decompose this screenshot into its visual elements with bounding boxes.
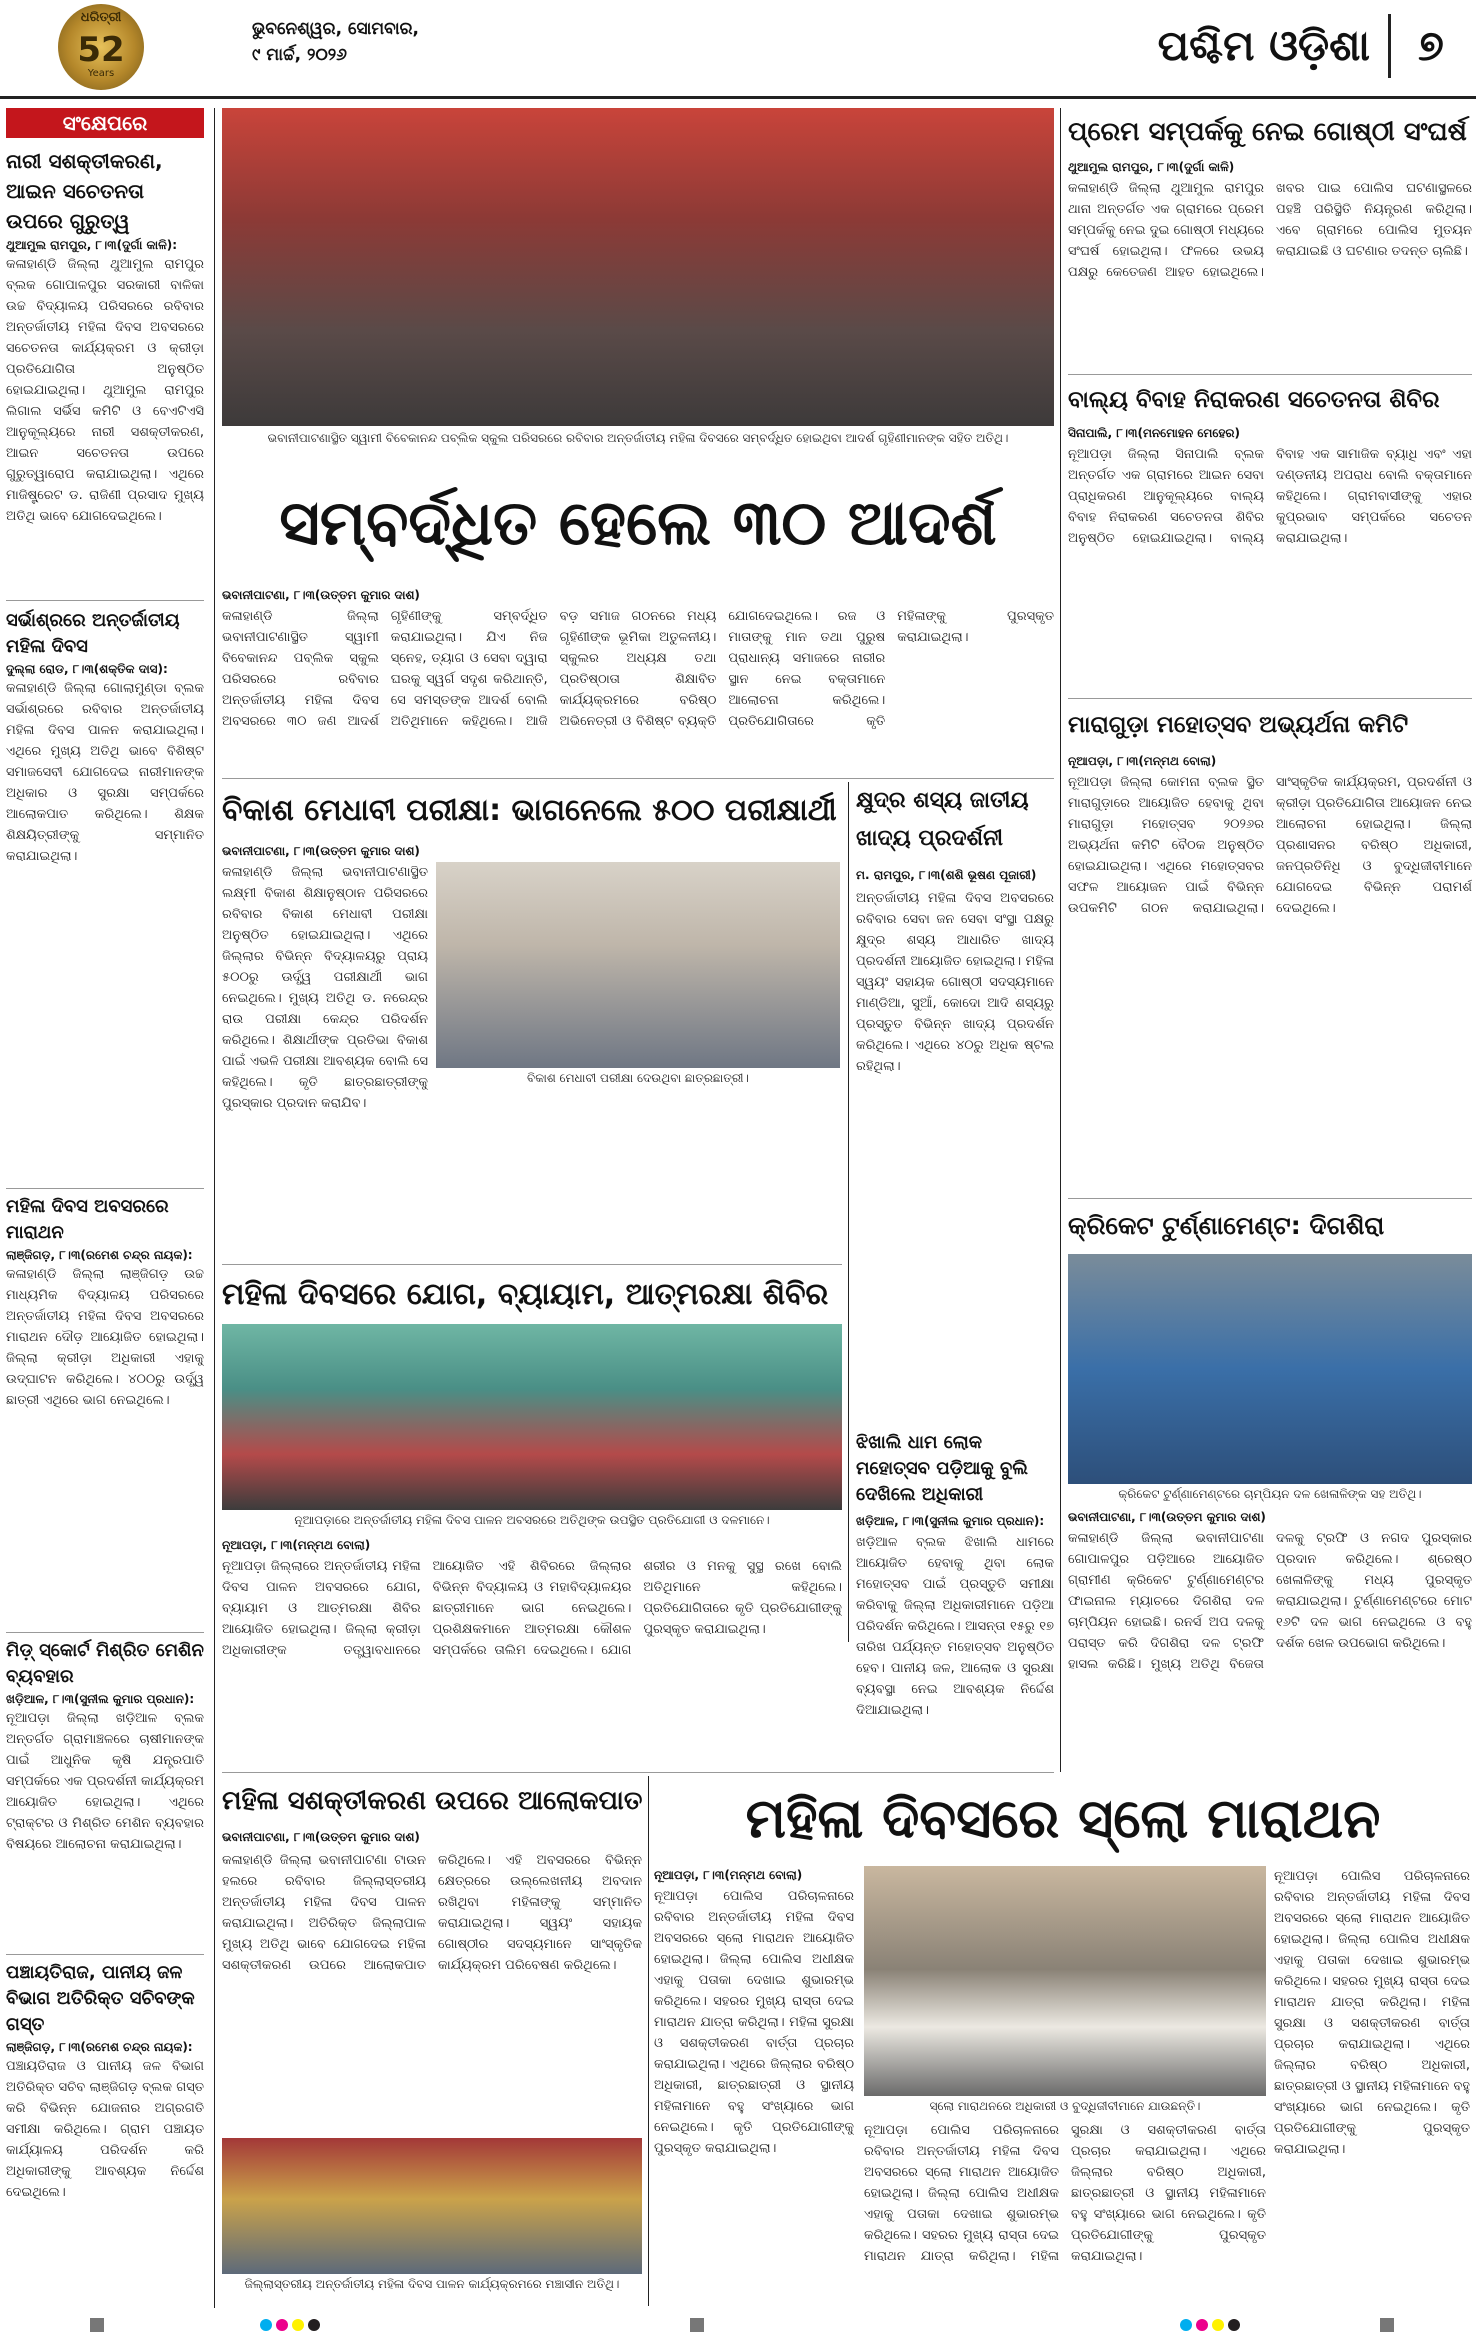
cricket-photo <box>1068 1254 1472 1484</box>
empowerment-byline: ଭବାନୀପାଟଣା, ୮।୩(ଉତ୍ତମ କୁମାର ଦାଶ) <box>222 1830 420 1844</box>
exam-headline: ବିକାଶ ମେଧାବୀ ପରୀକ୍ଷା: ଭାଗନେଲେ ୫୦୦ ପରୀକ୍ଷାର୍ଥୀ <box>222 793 837 828</box>
brief-item <box>6 146 204 596</box>
marathon-body-right: ନୂଆପଡ଼ା ପୋଲିସ ପରିଚାଳନାରେ ରବିବାର ଅନ୍ତର୍ଜାତୀୟ ମହିଳା ଦିବସ ଅବସରରେ ସ୍ଲୋ ମାରାଥନ ଆୟୋଜିତ ହୋଇଥିଲା। ଜିଲ୍ଲା ପୋଲିସ ଅଧୀକ୍ଷକ ଏହାକୁ ପତାକା ଦେଖାଇ ଶୁଭାରମ୍ଭ କରିଥିଲେ। ସହରର ମୁଖ୍ୟ ରାସ୍ତା ଦେଇ ମାରାଥନ ଯାତ୍ରା କରିଥିଲା। ମହିଳା ସୁରକ୍ଷା ଓ ସଶକ୍ତୀକରଣ ବାର୍ତ୍ତା ପ୍ରଚାର କରାଯାଇଥିଲା। ଏଥିରେ ଜିଲ୍ଲାର ବରିଷ୍ଠ ଅଧିକାରୀ, ଛାତ୍ରଛାତ୍ରୀ ଓ ସ୍ଥାନୀୟ ମହିଳାମାନେ ବହୁ ସଂଖ୍ୟାରେ ଭାଗ ନେଇଥିଲେ। କୃତି ପ୍ରତିଯୋଗୀଙ୍କୁ ପୁରସ୍କୃତ କରାଯାଇଥିଲା। <box>1274 1869 1470 2157</box>
maraguda-body: ନୂଆପଡ଼ା ଜିଲ୍ଲା କୋମନା ବ୍ଲକ ସ୍ଥିତ ମାରାଗୁଡ଼ାରେ ଆୟୋଜିତ ହେବାକୁ ଥିବା ମାରାଗୁଡ଼ା ମହୋତ୍ସବ ୨୦୨୬ର ଅଭ୍ୟର୍ଥନା କମିଟି ବୈଠକ ଅନୁଷ୍ଠିତ ହୋଇଯାଇଥିଲା। ଏଥିରେ ମହୋତ୍ସବର ସଫଳ ଆୟୋଜନ ପାଇଁ ବିଭିନ୍ନ ଉପକମିଟି ଗଠନ କରାଯାଇଥିଲା। ସାଂସ୍କୃତିକ କାର୍ଯ୍ୟକ୍ରମ, ପ୍ରଦର୍ଶନୀ ଓ କ୍ରୀଡ଼ା ପ୍ରତିଯୋଗିତା ଆୟୋଜନ ନେଇ ଆଲୋଚନା ହୋଇଥିଲା। ଜିଲ୍ଲା ପ୍ରଶାସନର ବରିଷ୍ଠ ଅଧିକାରୀ, ଜନପ୍ରତିନିଧି ଓ ବୁଦ୍ଧିଜୀବୀମାନେ ଯୋଗଦେଇ ବିଭିନ୍ନ ପରାମର୍ଶ ଦେଇଥିଲେ। <box>1068 775 1472 916</box>
brief-label: ସଂକ୍ଷେପରେ <box>6 108 204 138</box>
brief-item <box>6 1960 204 2308</box>
lead-body: କଳାହାଣ୍ଡି ଜିଲ୍ଲା ଭବାନୀପାଟଣାସ୍ଥିତ ସ୍ୱାମୀ ବିବେକାନନ୍ଦ ପବ୍ଲିକ ସ୍କୁଲ ପରିସରରେ ରବିବାର ଅନ୍ତର୍ଜାତୀୟ ମହିଳା ଦିବସ ଅବସରରେ ୩୦ ଜଣ ଆଦର୍ଶ ଗୃହିଣୀଙ୍କୁ ସମ୍ବର୍ଦ୍ଧିତ କରାଯାଇଥିଲା। ଯିଏ ନିଜ ସ୍ନେହ, ତ୍ୟାଗ ଓ ସେବା ଦ୍ୱାରା ଘରକୁ ସ୍ୱର୍ଗ ସଦୃଶ କରିଥାନ୍ତି, ସେ ସମସ୍ତଙ୍କ ଆଦର୍ଶ ବୋଲି ଅତିଥିମାନେ କହିଥିଲେ। ଆଜି ବଡ଼ ସମାଜ ଗଠନରେ ମଧ୍ୟ ଗୃହିଣୀଙ୍କ ଭୂମିକା ଅତୁଳନୀୟ। ସ୍କୁଲର ଅଧ୍ୟକ୍ଷ ତଥା ପ୍ରତିଷ୍ଠାତା ଶିକ୍ଷାବିତ କାର୍ଯ୍ୟକ୍ରମରେ ବରିଷ୍ଠ ଅଭିନେତ୍ରୀ ଓ ବିଶିଷ୍ଟ ବ୍ୟକ୍ତି ଯୋଗଦେଇଥିଲେ। ରଜ ଓ ମାତାଙ୍କୁ ମାନ ତଥା ପୁରୁଷ ପ୍ରାଧାନ୍ୟ ସମାଜରେ ନାରୀର ସ୍ଥାନ ନେଇ ବକ୍ତାମାନେ ଆଲୋଚନା କରିଥିଲେ। ପ୍ରତିଯୋଗିତାରେ କୃତି ମହିଳାଙ୍କୁ ପୁରସ୍କୃତ କରାଯାଇଥିଲା। <box>222 609 1054 729</box>
festival-body: ଖଡ଼ିଆଳ ବ୍ଲକ ଝିଖାଲି ଧାମରେ ଆୟୋଜିତ ହେବାକୁ ଥିବା ଲୋକ ମହୋତ୍ସବ ପାଇଁ ପ୍ରସ୍ତୁତି ସମୀକ୍ଷା କରିବାକୁ ଜିଲ୍ଲା ଅଧିକାରୀମାନେ ପଡ଼ିଆ ପରିଦର୍ଶନ କରିଥିଲେ। ଆସନ୍ତା ୧୫ରୁ ୧୭ ତାରିଖ ପର୍ଯ୍ୟନ୍ତ ମହୋତ୍ସବ ଅନୁଷ୍ଠିତ ହେବ। ପାନୀୟ ଜଳ, ଆଲୋକ ଓ ସୁରକ୍ଷା ବ୍ୟବସ୍ଥା ନେଇ ଆବଶ୍ୟକ ନିର୍ଦ୍ଦେଶ ଦିଆଯାଇଥିଲା। <box>856 1535 1054 1718</box>
brief-item <box>6 608 204 1268</box>
festival-byline: ଖଡ଼ିଆଳ, ୮।୩(ସୁନୀଲ କୁମାର ପ୍ରଧାନ): <box>856 1514 1045 1528</box>
brief-byline: ଖଡ଼ିଆଳ, ୮।୩(ସୁନୀଲ କୁମାର ପ୍ରଧାନ): <box>6 1692 195 1706</box>
registration-dots <box>260 2319 330 2331</box>
logo-number: 52 <box>77 30 125 70</box>
exam-body: କଳାହାଣ୍ଡି ଜିଲ୍ଲା ଭବାନୀପାଟଣାସ୍ଥିତ ଲକ୍ଷ୍ମୀ ବିକାଶ ଶିକ୍ଷାନୁଷ୍ଠାନ ପରିସରରେ ରବିବାର ବିକାଶ ମେଧାବୀ ପରୀକ୍ଷା ଅନୁଷ୍ଠିତ ହୋଇଯାଇଥିଲା। ଏଥିରେ ଜିଲ୍ଲାର ବିଭିନ୍ନ ବିଦ୍ୟାଳୟରୁ ପ୍ରାୟ ୫୦୦ରୁ ଊର୍ଦ୍ଧ୍ୱ ପରୀକ୍ଷାର୍ଥୀ ଭାଗ ନେଇଥିଲେ। ମୁଖ୍ୟ ଅତିଥି ଡ. ନରେନ୍ଦ୍ର ରାଉ ପରୀକ୍ଷା କେନ୍ଦ୍ର ପରିଦର୍ଶନ କରିଥିଲେ। ଶିକ୍ଷାର୍ଥୀଙ୍କ ପ୍ରତିଭା ବିକାଶ ପାଇଁ ଏଭଳି ପରୀକ୍ଷା ଆବଶ୍ୟକ ବୋଲି ସେ କହିଥିଲେ। କୃତି ଛାତ୍ରଛାତ୍ରୀଙ୍କୁ ପୁରସ୍କାର ପ୍ରଦାନ କରାଯିବ। <box>222 865 428 1111</box>
yellow-dot-icon <box>1212 2319 1224 2331</box>
page-number: ୭ <box>1418 21 1444 70</box>
brief-body: କଳାହାଣ୍ଡି ଜିଲ୍ଲା ଲାଞ୍ଜିଗଡ଼ ଉଚ୍ଚ ମାଧ୍ୟମିକ ବିଦ୍ୟାଳୟ ପରିସରରେ ଅନ୍ତର୍ଜାତୀୟ ମହିଳା ଦିବସ ଅବସରରେ ମାରାଥନ ଦୌଡ଼ ଆୟୋଜିତ ହୋଇଥିଲା। ଜିଲ୍ଲା କ୍ରୀଡ଼ା ଅଧିକାରୀ ଏହାକୁ ଉଦ୍‌ଘାଟନ କରିଥିଲେ। ୪୦୦ରୁ ଉର୍ଦ୍ଧ୍ୱ ଛାତ୍ରୀ ଏଥିରେ ଭାଗ ନେଇଥିଲେ। <box>6 1267 204 1408</box>
brief-body: ପଞ୍ଚାୟତିରାଜ ଓ ପାନୀୟ ଜଳ ବିଭାଗ ଅତିରିକ୍ତ ସଚିବ ଲାଞ୍ଜିଗଡ଼ ବ୍ଲକ ଗସ୍ତ କରି ବିଭିନ୍ନ ଯୋଜନାର ଅଗ୍ରଗତି ସମୀକ୍ଷା କରିଥିଲେ। ଗ୍ରାମ ପଞ୍ଚାୟତ କାର୍ଯ୍ୟାଳୟ ପରିଦର୍ଶନ କରି ଅଧିକାରୀଙ୍କୁ ଆବଶ୍ୟକ ନିର୍ଦ୍ଦେଶ ଦେଇଥିଲେ। <box>6 2059 204 2200</box>
registration-bar <box>1380 2318 1394 2332</box>
brief-item <box>6 1194 204 1614</box>
love-headline: ପ୍ରେମ ସମ୍ପର୍କକୁ ନେଇ ଗୋଷ୍ଠୀ ସଂଘର୍ଷ <box>1068 117 1467 147</box>
masthead <box>0 0 1476 100</box>
brief-divider <box>6 1188 204 1189</box>
love-body: କଳାହାଣ୍ଡି ଜିଲ୍ଲା ଥୁଆମୁଲ ରାମପୁର ଥାନା ଅନ୍ତର୍ଗତ ଏକ ଗ୍ରାମରେ ପ୍ରେମ ସମ୍ପର୍କକୁ ନେଇ ଦୁଇ ଗୋଷ୍ଠୀ ମଧ୍ୟରେ ସଂଘର୍ଷ ହୋଇଥିଲା। ଫଳରେ ଉଭୟ ପକ୍ଷରୁ କେତେଜଣ ଆହତ ହୋଇଥିଲେ। ଖବର ପାଇ ପୋଲିସ ଘଟଣାସ୍ଥଳରେ ପହଞ୍ଚି ପରିସ୍ଥିତି ନିୟନ୍ତ୍ରଣ କରିଥିଲା। ଏବେ ଗ୍ରାମରେ ପୋଲିସ ମୁତୟନ କରାଯାଇଛି ଓ ଘଟଣାର ତଦନ୍ତ ଚାଲିଛି। <box>1068 181 1472 280</box>
marathon-headline: ମହିଳା ଦିବସରେ ସ୍ଲୋ ମାରାଥନ <box>745 1787 1381 1850</box>
brief-divider <box>6 600 204 601</box>
festival-headline: ଝିଖାଲି ଧାମ ଲୋକ ମହୋତ୍ସବ ପଡ଼ିଆକୁ ବୁଲି ଦେଖିଲେ ଅଧିକାରୀ <box>856 1432 1028 1505</box>
right-divider <box>1068 374 1472 375</box>
section-title: ପଶ୍ଚିମ ଓଡ଼ିଶା <box>1157 21 1370 70</box>
cricket-body: କଳାହାଣ୍ଡି ଜିଲ୍ଲା ଭବାନୀପାଟଣା ଗୋପାଳପୁର ପଡ଼ିଆରେ ଆୟୋଜିତ ଗ୍ରାମୀଣ କ୍ରିକେଟ ଟୁର୍ଣ୍ଣାମେଣ୍ଟର ଫାଇନାଲ ମ୍ୟାଚରେ ଦିଗଶିରା ଦଳ ଚାମ୍ପିୟନ ହୋଇଛି। ରନର୍ସ ଅପ ଦଳକୁ ପରାସ୍ତ କରି ଦିଗଶିରା ଦଳ ଟ୍ରଫି ହାସଲ କରିଛି। ମୁଖ୍ୟ ଅତିଥି ବିଜେତା ଦଳକୁ ଟ୍ରଫି ଓ ନଗଦ ପୁରସ୍କାର ପ୍ରଦାନ କରିଥିଲେ। ଶ୍ରେଷ୍ଠ ଖେଳାଳିଙ୍କୁ ମଧ୍ୟ ପୁରସ୍କୃତ କରାଯାଇଥିଲା। ଟୁର୍ଣ୍ଣାମେଣ୍ଟରେ ମୋଟ ୧୬ଟି ଦଳ ଭାଗ ନେଇଥିଲେ ଓ ବହୁ ଦର୍ଶକ ଖେଳ ଉପଭୋଗ କରିଥିଲେ। <box>1068 1531 1472 1672</box>
registration-dots <box>1180 2319 1250 2331</box>
dateline <box>252 16 472 76</box>
black-dot-icon <box>308 2319 320 2331</box>
logo-text: ଧରିତ୍ରୀ <box>80 10 122 25</box>
cricket-headline: କ୍ରିକେଟ ଟୁର୍ଣ୍ଣାମେଣ୍ଟ: ଦିଗଶିରା <box>1068 1211 1385 1240</box>
yoga-headline: ମହିଳା ଦିବସରେ ଯୋଗ, ବ୍ୟାୟାମ, ଆତ୍ମରକ୍ଷା ଶିବିର <box>222 1277 829 1312</box>
brief-byline: ଲାଞ୍ଜିଗଡ଼, ୮।୩(ରମେଶ ଚନ୍ଦ୍ର ନାୟକ): <box>6 1248 193 1262</box>
brief-byline: ଦୁଲ୍ଲା ରୋଡ, ୮।୩(ଶକ୍ତିକ ଦାସ): <box>6 662 168 676</box>
logo-sub: Years <box>87 68 115 79</box>
header-divider <box>1388 14 1391 78</box>
cricket-photo-caption: କ୍ରିକେଟ ଟୁର୍ଣ୍ଣାମେଣ୍ଟରେ ଚାମ୍ପିୟନ ଦଳ ଖେଳାଳିଙ୍କ ସହ ଅତିଥି। <box>1118 1487 1422 1501</box>
registration-bar <box>90 2318 104 2332</box>
brief-headline: ନାରୀ ସଶକ୍ତୀକରଣ, ଆଇନ ସଚେତନତା ଉପରେ ଗୁରୁତ୍ୱ <box>6 149 163 233</box>
exam-photo-caption: ବିକାଶ ମେଧାବୀ ପରୀକ୍ଷା ଦେଉଥିବା ଛାତ୍ରଛାତ୍ରୀ। <box>527 1071 749 1085</box>
brief-column <box>0 108 212 2308</box>
brief-headline: ପଞ୍ଚାୟତିରାଜ, ପାନୀୟ ଜଳ ବିଭାଗ ଅତିରିକ୍ତ ସଚିବଙ୍କ ଗସ୍ତ <box>6 1962 195 2035</box>
lead-byline: ଭବାନୀପାଟଣା, ୮।୩(ଉତ୍ତମ କୁମାର ଦାଶ) <box>222 588 420 602</box>
column-rule <box>848 782 849 1642</box>
brief-byline: ଲାଞ୍ଜିଗଡ଼, ୮।୩(ରମେଶ ଚନ୍ଦ୍ର ନାୟକ): <box>6 2040 193 2054</box>
child-marriage-body: ନୂଆପଡ଼ା ଜିଲ୍ଲା ସିନାପାଲି ବ୍ଲକ ଅନ୍ତର୍ଗତ ଏକ ଗ୍ରାମରେ ଆଇନ ସେବା ପ୍ରାଧିକରଣ ଆନୁକୂଲ୍ୟରେ ବାଲ୍ୟ ବିବାହ ନିରାକରଣ ସଚେତନତା ଶିବିର ଅନୁଷ୍ଠିତ ହୋଇଯାଇଥିଲା। ବାଲ୍ୟ ବିବାହ ଏକ ସାମାଜିକ ବ୍ୟାଧି ଏବଂ ଏହା ଦଣ୍ଡନୀୟ ଅପରାଧ ବୋଲି ବକ୍ତାମାନେ କହିଥିଲେ। ଗ୍ରାମବାସୀଙ୍କୁ ଏହାର କୁପ୍ରଭାବ ସମ୍ପର୍କରେ ସଚେତନ କରାଯାଇଥିଲା। <box>1068 447 1472 546</box>
empowerment-body: କଳାହାଣ୍ଡି ଜିଲ୍ଲା ଭବାନୀପାଟଣା ଟାଉନ ହଲରେ ରବିବାର ଜିଲ୍ଲାସ୍ତରୀୟ ଅନ୍ତର୍ଜାତୀୟ ମହିଳା ଦିବସ ପାଳନ କରାଯାଇଥିଲା। ଅତିରିକ୍ତ ଜିଲ୍ଲାପାଳ ମୁଖ୍ୟ ଅତିଥି ଭାବେ ଯୋଗଦେଇ ମହିଳା ସଶକ୍ତୀକରଣ ଉପରେ ଆଲୋକପାତ କରିଥିଲେ। ଏହି ଅବସରରେ ବିଭିନ୍ନ କ୍ଷେତ୍ରରେ ଉଲ୍ଲେଖନୀୟ ଅବଦାନ ରଖିଥିବା ମହିଳାଙ୍କୁ ସମ୍ମାନିତ କରାଯାଇଥିଲା। ସ୍ୱୟଂ ସହାୟକ ଗୋଷ୍ଠୀର ସଦସ୍ୟମାନେ ସାଂସ୍କୃତିକ କାର୍ଯ୍ୟକ୍ରମ ପରିବେଷଣ କରିଥିଲେ। <box>222 1853 642 1973</box>
brief-headline: ସର୍ଭାଶ୍ରରେ ଅନ୍ତର୍ଜାତୀୟ ମହିଳା ଦିବସ <box>6 610 180 657</box>
millet-byline: ମ. ରାମପୁର, ୮।୩(ଶଶି ଭୂଷଣ ପୂଜାରୀ) <box>856 868 1037 882</box>
lead-photo-caption: ଭବାନୀପାଟଣାସ୍ଥିତ ସ୍ୱାମୀ ବିବେକାନନ୍ଦ ପବ୍ଲିକ ସ୍କୁଲ ପରିସରରେ ରବିବାର ଅନ୍ତର୍ଜାତୀୟ ମହିଳା ଦିବସରେ ସମ୍ବର୍ଦ୍ଧିତ ହୋଇଥିବା ଆଦର୍ଶ ଗୃହିଣୀମାନଙ୍କ ସହିତ ଅତିଥି। <box>267 431 1009 445</box>
yoga-photo-caption: ନୂଆପଡ଼ାରେ ଅନ୍ତର୍ଜାତୀୟ ମହିଳା ଦିବସ ପାଳନ ଅବସରରେ ଅତିଥିଙ୍କ ଉପସ୍ଥିତ ପ୍ରତିଯୋଗୀ ଓ ଦଳମାନେ। <box>294 1513 770 1527</box>
right-divider <box>1068 1198 1472 1199</box>
yoga-photo <box>222 1324 842 1510</box>
anniversary-logo <box>14 4 184 90</box>
brief-divider <box>6 1954 204 1955</box>
exam-divider <box>222 1264 842 1265</box>
black-dot-icon <box>1228 2319 1240 2331</box>
lead-divider <box>222 778 1054 779</box>
child-marriage-byline: ସିନାପାଲି, ୮।୩(ମନମୋହନ ମେହେର) <box>1068 426 1240 440</box>
empowerment-photo <box>222 2138 642 2274</box>
registration-marks <box>0 2314 1476 2336</box>
brief-byline: ଥୁଆମୁଲ ରାମପୁର, ୮।୩(ଦୁର୍ଗା କାଳି): <box>6 238 178 252</box>
exam-byline: ଭବାନୀପାଟଣା, ୮।୩(ଉତ୍ତମ କୁମାର ଦାଶ) <box>222 844 420 858</box>
cyan-dot-icon <box>1180 2319 1192 2331</box>
child-marriage-headline: ବାଲ୍ୟ ବିବାହ ନିରାକରଣ ସଚେତନତା ଶିବିର <box>1068 387 1440 413</box>
column-rule <box>648 1776 649 2306</box>
yoga-byline: ନୂଆପଡ଼ା, ୮।୩(ମନ୍ମଥ ବୋଲା) <box>222 1538 371 1552</box>
column-rule <box>1060 108 1061 1772</box>
brief-headline: ମହିଳା ଦିବସ ଅବସରରେ ମାରାଥନ <box>6 1196 169 1243</box>
empowerment-photo-caption: ଜିଲ୍ଲାସ୍ତରୀୟ ଅନ୍ତର୍ଜାତୀୟ ମହିଳା ଦିବସ ପାଳନ କାର୍ଯ୍ୟକ୍ରମରେ ମଞ୍ଚାସୀନ ଅତିଥି। <box>244 2277 620 2291</box>
magenta-dot-icon <box>1196 2319 1208 2331</box>
dateline-city: ଭୁବନେଶ୍ୱର, ସୋମବାର, <box>252 19 419 39</box>
marathon-body-bottom: ନୂଆପଡ଼ା ପୋଲିସ ପରିଚାଳନାରେ ରବିବାର ଅନ୍ତର୍ଜାତୀୟ ମହିଳା ଦିବସ ଅବସରରେ ସ୍ଲୋ ମାରାଥନ ଆୟୋଜିତ ହୋଇଥିଲା। ଜିଲ୍ଲା ପୋଲିସ ଅଧୀକ୍ଷକ ଏହାକୁ ପତାକା ଦେଖାଇ ଶୁଭାରମ୍ଭ କରିଥିଲେ। ସହରର ମୁଖ୍ୟ ରାସ୍ତା ଦେଇ ମାରାଥନ ଯାତ୍ରା କରିଥିଲା। ମହିଳା ସୁରକ୍ଷା ଓ ସଶକ୍ତୀକରଣ ବାର୍ତ୍ତା ପ୍ରଚାର କରାଯାଇଥିଲା। ଏଥିରେ ଜିଲ୍ଲାର ବରିଷ୍ଠ ଅଧିକାରୀ, ଛାତ୍ରଛାତ୍ରୀ ଓ ସ୍ଥାନୀୟ ମହିଳାମାନେ ବହୁ ସଂଖ୍ୟାରେ ଭାଗ ନେଇଥିଲେ। କୃତି ପ୍ରତିଯୋଗୀଙ୍କୁ ପୁରସ୍କୃତ କରାଯାଇଥିଲା। <box>864 2123 1266 2264</box>
magenta-dot-icon <box>276 2319 288 2331</box>
brief-headline: ମିଡ଼୍‌ ସ୍କୋର୍ଟ ମିଶ୍ରିତ ମେଶିନ ବ୍ୟବହାର <box>6 1640 204 1687</box>
brief-body: କଳାହାଣ୍ଡି ଜିଲ୍ଲା ଗୋଲାମୁଣ୍ଡା ବ୍ଲକ ସର୍ଭାଶ୍ରରେ ରବିବାର ଅନ୍ତର୍ଜାତୀୟ ମହିଳା ଦିବସ ପାଳନ କରାଯାଇଥିଲା। ଏଥିରେ ମୁଖ୍ୟ ଅତିଥି ଭାବେ ବିଶିଷ୍ଟ ସମାଜସେବୀ ଯୋଗଦେଇ ନାରୀମାନଙ୍କ ଅଧିକାର ଓ ସୁରକ୍ଷା ସମ୍ପର୍କରେ ଆଲୋକପାତ କରିଥିଲେ। ଶିକ୍ଷକ ଶିକ୍ଷୟିତ୍ରୀଙ୍କୁ ସମ୍ମାନିତ କରାଯାଇଥିଲା। <box>6 681 204 864</box>
maraguda-headline: ମାରାଗୁଡ଼ା ମହୋତ୍ସବ ଅଭ୍ୟର୍ଥନା କମିଟି <box>1068 712 1409 738</box>
yellow-dot-icon <box>292 2319 304 2331</box>
millet-headline: କ୍ଷୁଦ୍ର ଶସ୍ୟ ଜାତୀୟ ଖାଦ୍ୟ ପ୍ରଦର୍ଶନୀ <box>856 788 1029 851</box>
yoga-body: ନୂଆପଡ଼ା ଜିଲ୍ଲାରେ ଅନ୍ତର୍ଜାତୀୟ ମହିଳା ଦିବସ ପାଳନ ଅବସରରେ ଯୋଗ, ବ୍ୟାୟାମ ଓ ଆତ୍ମରକ୍ଷା ଶିବିର ଆୟୋଜିତ ହୋଇଥିଲା। ଜିଲ୍ଲା କ୍ରୀଡ଼ା ଅଧିକାରୀଙ୍କ ତତ୍ତ୍ୱାବଧାନରେ ଆୟୋଜିତ ଏହି ଶିବିରରେ ଜିଲ୍ଲାର ବିଭିନ୍ନ ବିଦ୍ୟାଳୟ ଓ ମହାବିଦ୍ୟାଳୟର ଛାତ୍ରୀମାନେ ଭାଗ ନେଇଥିଲେ। ପ୍ରଶିକ୍ଷକମାନେ ଆତ୍ମରକ୍ଷା କୌଶଳ ସମ୍ପର୍କରେ ତାଲିମ ଦେଇଥିଲେ। ଯୋଗ ଶରୀର ଓ ମନକୁ ସୁସ୍ଥ ରଖେ ବୋଲି ଅତିଥିମାନେ କହିଥିଲେ। ପ୍ରତିଯୋଗିତାରେ କୃତି ପ୍ରତିଯୋଗୀଙ୍କୁ ପୁରସ୍କୃତ କରାଯାଇଥିଲା। <box>222 1559 842 1658</box>
lead-headline: ସମ୍ବର୍ଦ୍ଧିତ ହେଲେ ୩୦ ଆଦର୍ଶ <box>279 486 997 559</box>
cyan-dot-icon <box>260 2319 272 2331</box>
lead-photo <box>222 108 1054 426</box>
love-byline: ଥୁଆମୁଲ ରାମପୁର, ୮।୩(ଦୁର୍ଗା କାଳି) <box>1068 160 1235 174</box>
millet-body: ଅନ୍ତର୍ଜାତୀୟ ମହିଳା ଦିବସ ଅବସରରେ ରବିବାର ସେବା ଜନ ସେବା ସଂସ୍ଥା ପକ୍ଷରୁ କ୍ଷୁଦ୍ର ଶସ୍ୟ ଆଧାରିତ ଖାଦ୍ୟ ପ୍ରଦର୍ଶନୀ ଆୟୋଜିତ ହୋଇଥିଲା। ମହିଳା ସ୍ୱୟଂ ସହାୟକ ଗୋଷ୍ଠୀ ସଦସ୍ୟମାନେ ମାଣ୍ଡିଆ, ସୁଆଁ, କୋଦୋ ଆଦି ଶସ୍ୟରୁ ପ୍ରସ୍ତୁତ ବିଭିନ୍ନ ଖାଦ୍ୟ ପ୍ରଦର୍ଶନ କରିଥିଲେ। ଏଥିରେ ୪୦ରୁ ଅଧିକ ଷ୍ଟଲ ରହିଥିଲା। <box>856 891 1054 1074</box>
marathon-body-left: ନୂଆପଡ଼ା ପୋଲିସ ପରିଚାଳନାରେ ରବିବାର ଅନ୍ତର୍ଜାତୀୟ ମହିଳା ଦିବସ ଅବସରରେ ସ୍ଲୋ ମାରାଥନ ଆୟୋଜିତ ହୋଇଥିଲା। ଜିଲ୍ଲା ପୋଲିସ ଅଧୀକ୍ଷକ ଏହାକୁ ପତାକା ଦେଖାଇ ଶୁଭାରମ୍ଭ କରିଥିଲେ। ସହରର ମୁଖ୍ୟ ରାସ୍ତା ଦେଇ ମାରାଥନ ଯାତ୍ରା କରିଥିଲା। ମହିଳା ସୁରକ୍ଷା ଓ ସଶକ୍ତୀକରଣ ବାର୍ତ୍ତା ପ୍ରଚାର କରାଯାଇଥିଲା। ଏଥିରେ ଜିଲ୍ଲାର ବରିଷ୍ଠ ଅଧିକାରୀ, ଛାତ୍ରଛାତ୍ରୀ ଓ ସ୍ଥାନୀୟ ମହିଳାମାନେ ବହୁ ସଂଖ୍ୟାରେ ଭାଗ ନେଇଥିଲେ। କୃତି ପ୍ରତିଯୋଗୀଙ୍କୁ ପୁରସ୍କୃତ କରାଯାଇଥିଲା। <box>654 1889 854 2156</box>
brief-body: କଳାହାଣ୍ଡି ଜିଲ୍ଲା ଥୁଆମୁଲ ରାମପୁର ବ୍ଲକ ଗୋପାଳପୁର ସରକାରୀ ବାଳିକା ଉଚ୍ଚ ବିଦ୍ୟାଳୟ ପରିସରରେ ରବିବାର ଅନ୍ତର୍ଜାତୀୟ ମହିଳା ଦିବସ ଅବସରରେ ସଚେତନତା କାର୍ଯ୍ୟକ୍ରମ ଓ କ୍ରୀଡ଼ା ପ୍ରତିଯୋଗିତା ଅନୁଷ୍ଠିତ ହୋଇଯାଇଥିଲା। ଥୁଆମୁଲ ରାମପୁର ଲିଗାଲ ସର୍ଭିସ କମିଟି ଓ ବେଏଟିଏସି ଆନୁକୂଲ୍ୟରେ ନାରୀ ସଶକ୍ତୀକରଣ, ଆଇନ ସଚେତନତା ଉପରେ ଗୁରୁତ୍ୱାରୋପ କରାଯାଇଥିଲା। ଏଥିରେ ମାଜିଷ୍ଟ୍ରେଟ ଡ. ରାଜିଣୀ ପ୍ରସାଦ ମୁଖ୍ୟ ଅତିଥି ଭାବେ ଯୋଗଦେଇଥିଲେ। <box>6 257 204 524</box>
marathon-byline: ନୂଆପଡ଼ା, ୮।୩(ମନ୍ମଥ ବୋଲା) <box>654 1868 803 1882</box>
cricket-byline: ଭବାନୀପାଟଣା, ୮।୩(ଉତ୍ତମ କୁମାର ଦାଶ) <box>1068 1510 1266 1524</box>
empowerment-headline: ମହିଳା ସଶକ୍ତୀକରଣ ଉପରେ ଆଲୋକପାତ <box>222 1786 643 1816</box>
registration-bar <box>690 2318 704 2332</box>
marathon-photo-caption: ସ୍ଲୋ ମାରାଥନରେ ଅଧିକାରୀ ଓ ବୁଦ୍ଧିଜୀବୀମାନେ ଯାଉଛନ୍ତି। <box>929 2099 1201 2113</box>
yoga-divider <box>222 1772 1054 1773</box>
dateline-date: ୯ ମାର୍ଚ୍ଚ, ୨୦୨୬ <box>252 45 347 65</box>
brief-body: ନୂଆପଡ଼ା ଜିଲ୍ଲା ଖଡ଼ିଆଳ ବ୍ଲକ ଅନ୍ତର୍ଗତ ଗ୍ରାମାଞ୍ଚଳରେ ଚାଷୀମାନଙ୍କ ପାଇଁ ଆଧୁନିକ କୃଷି ଯନ୍ତ୍ରପାତି ସମ୍ପର୍କରେ ଏକ ପ୍ରଦର୍ଶନୀ କାର୍ଯ୍ୟକ୍ରମ ଆୟୋଜିତ ହୋଇଥିଲା। ଏଥିରେ ଟ୍ରାକ୍ଟର ଓ ମିଶ୍ରିତ ମେଶିନ ବ୍ୟବହାର ବିଷୟରେ ଆଲୋଚନା କରାଯାଇଥିଲା। <box>6 1711 204 1852</box>
right-divider <box>1068 698 1472 699</box>
marathon-photo <box>864 1866 1266 2096</box>
header-rule <box>0 96 1476 99</box>
brief-divider <box>6 1632 204 1633</box>
column-rule <box>214 108 215 2308</box>
maraguda-byline: ନୂଆପଡ଼ା, ୮।୩(ମନ୍ମଥ ବୋଲା) <box>1068 754 1217 768</box>
exam-photo <box>436 862 840 1068</box>
